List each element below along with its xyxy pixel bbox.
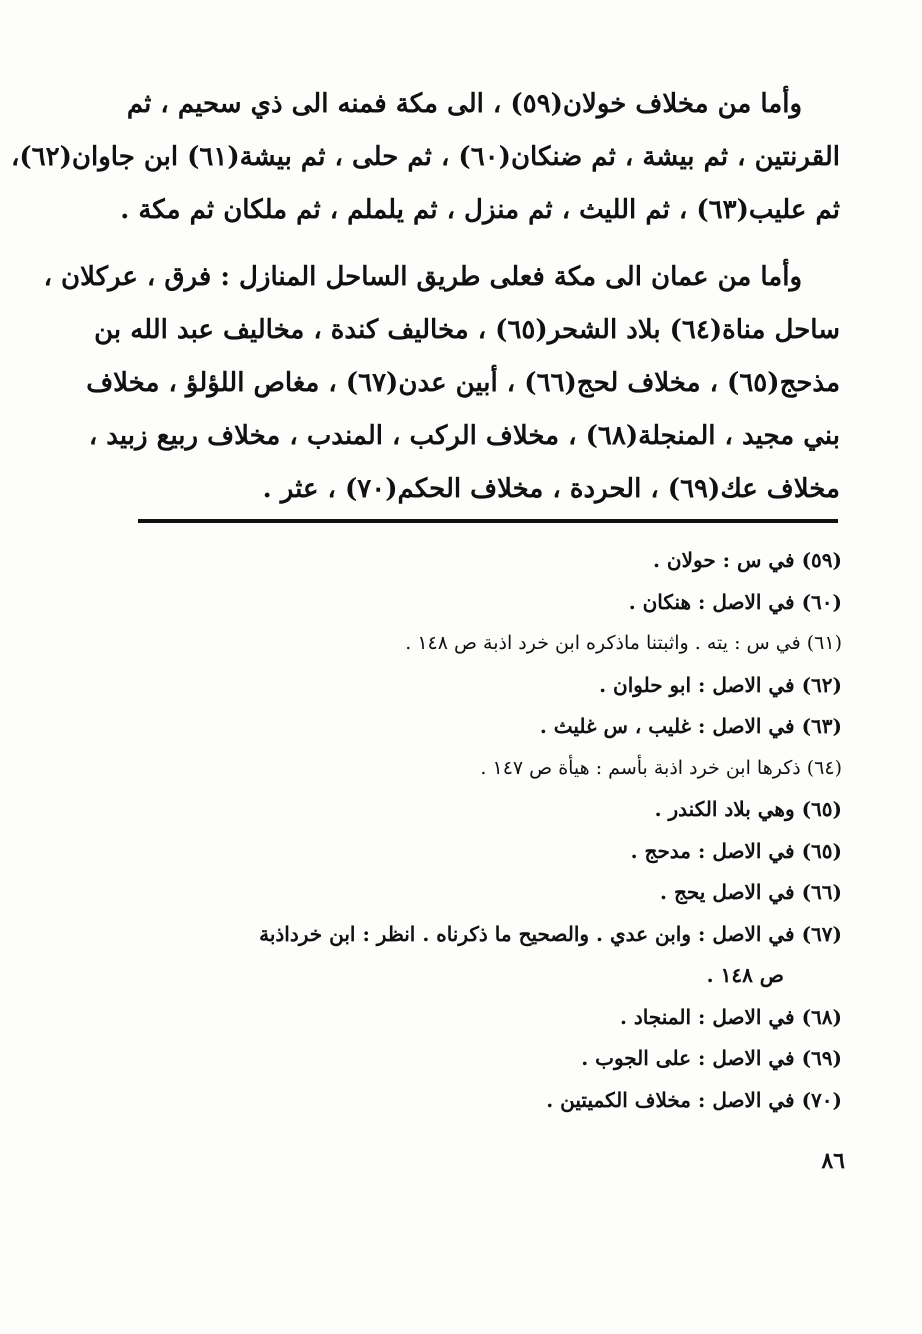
page-number: ٨٦ xyxy=(821,1148,845,1174)
footnote-66: (٦٦) في الاصل يحج . xyxy=(660,880,842,904)
text-line: ساحل مناة(٦٤) بلاد الشحر(٦٥) ، مخاليف كندة ، مخاليف عبد الله بن xyxy=(94,315,840,345)
paragraph-khawlan-route xyxy=(10,78,840,237)
footnote-67: (٦٧) في الاصل : وابن عدي . والصحيح ما ذكرناه . انظر : ابن خرداذبة xyxy=(259,921,842,946)
footnotes xyxy=(130,540,842,1121)
footnote-59: (٥٩) في س : حولان . xyxy=(652,548,842,572)
footnote-69: (٦٩) في الاصل : على الجوب . xyxy=(581,1046,842,1070)
footnote-68: (٦٨) في الاصل : المنجاد . xyxy=(619,1004,842,1029)
footnote-70: (٧٠) في الاصل : مخلاف الكميتين . xyxy=(546,1087,842,1112)
footnote-67-continuation: ص ١٤٨ . xyxy=(706,963,784,987)
footnote-61: (٦١) في س : يته . واثبتنا ماذكره ابن خرد اذبة ص ١٤٨ . xyxy=(405,632,842,654)
text-line: وأما من مخلاف خولان(٥٩) ، الى مكة فمنه الى ذي سحيم ، ثم xyxy=(126,89,802,119)
footnote-65b: (٦٥) في الاصل : مدحج . xyxy=(630,838,842,863)
footnote-60: (٦٠) في الاصل : هنكان . xyxy=(628,589,842,614)
text-line: القرنتين ، ثم بيشة ، ثم ضنكان(٦٠) ، ثم حلى ، ثم بيشة(٦١) ابن جاوان(٦٢)، xyxy=(10,142,840,172)
main-text xyxy=(10,78,840,530)
footnote-62: (٦٢) في الاصل : ابو حلوان . xyxy=(599,672,842,697)
footnote-divider xyxy=(138,519,838,523)
text-line: مخلاف عك(٦٩) ، الحردة ، مخلاف الحكم(٧٠) ، عثر . xyxy=(262,474,840,504)
footnote-63: (٦٣) في الاصل : غليب ، س غليث . xyxy=(539,714,842,738)
text-line: وأما من عمان الى مكة فعلى طريق الساحل المنازل : فرق ، عركلان ، xyxy=(43,262,802,292)
footnote-65a: (٦٥) وهي بلاد الكندر . xyxy=(654,797,842,821)
text-line: مذحج(٦٥) ، مخلاف لحج(٦٦) ، أبين عدن(٦٧) ، مغاص اللؤلؤ ، مخلاف xyxy=(86,368,840,398)
text-line: بني مجيد ، المنجلة(٦٨) ، مخلاف الركب ، المندب ، مخلاف ربيع زبيد ، xyxy=(88,421,840,451)
paragraph-oman-route xyxy=(43,251,840,516)
footnote-64: (٦٤) ذكرها ابن خرد اذبة بأسم : هيأة ص ١٤٧ . xyxy=(480,756,842,779)
text-line: ثم عليب(٦٣) ، ثم الليث ، ثم منزل ، ثم يلملم ، ثم ملكان ثم مكة . xyxy=(120,195,840,225)
